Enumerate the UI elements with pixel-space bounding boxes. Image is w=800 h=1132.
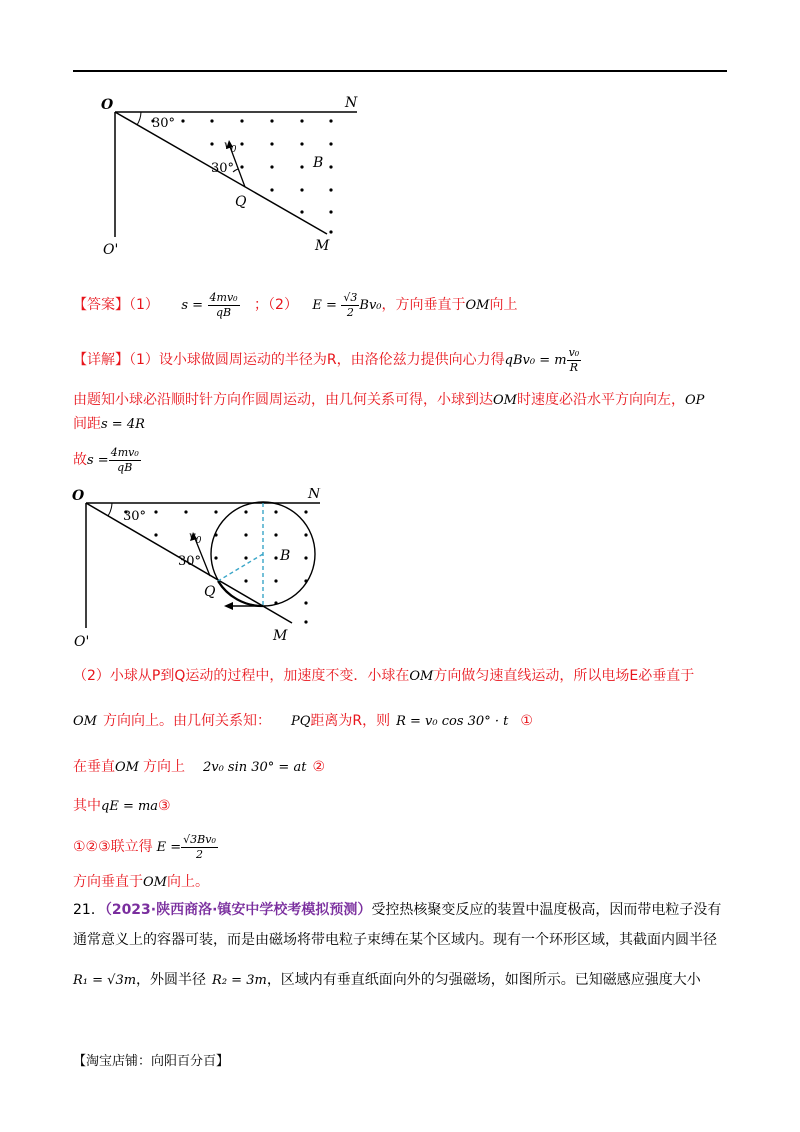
figure-1-diagram — [95, 92, 375, 262]
figure-2-diagram — [68, 488, 338, 653]
label-N: N — [345, 95, 358, 111]
header-rule — [73, 70, 727, 72]
label-Q: Q — [235, 194, 247, 210]
angle-30-mid-2: 30° — [178, 554, 202, 569]
label-N-2: N — [308, 488, 321, 502]
detail-label: 【详解】 — [73, 352, 129, 368]
answer-label: 【答案】 — [73, 297, 129, 313]
label-B-2: B — [280, 548, 291, 564]
q21-line-2: 通常意义上的容器可装，而是由磁场将带电粒子束缚在某个区域内。现有一个环形区域，其截面内圆半径 — [73, 932, 717, 948]
part2-line-3: 在垂直OM 方向上 2v₀ sin 30° = at ② — [73, 759, 325, 775]
answer-line: 【答案】（1） s = $\frac{\text{4mv₀}}{qB}$ ；（2） E = $\frac{√3}{2}$ Bv₀，方向垂直于OM向上 — [73, 290, 518, 319]
angle-30-top: 30° — [152, 116, 176, 131]
label-Q-2: Q — [204, 584, 216, 600]
label-v0: $v_0$ — [224, 138, 237, 155]
q21-number: 21． — [73, 902, 105, 918]
q21-line-3: R₁ = √3m，外圆半径 R₂ = 3m，区域内有垂直纸面向外的匀强磁场，如图所示。已知磁感应强度大小 — [73, 972, 701, 988]
label-v0-2: $v_0$ — [189, 529, 202, 546]
detail-line-3: 间距s = 4R — [73, 416, 145, 432]
detail-line-4: 故s = $\frac{\text{4mv₀}}{qB}$ — [73, 445, 139, 474]
detail-line-1: 【详解】（1）设小球做圆周运动的半径为R，由洛伦兹力提供向心力得qBv₀ = m $\frac{\text{v₀}}{R}$ — [73, 345, 580, 374]
label-O-2: O — [72, 488, 85, 504]
label-O: O — [101, 97, 114, 113]
label-O-prime-2: O' — [74, 634, 90, 650]
detail-line-2: 由题知小球必沿顺时针方向作圆周运动，由几何关系可得，小球到达OM时速度必沿水平方向向左，OP — [73, 392, 705, 408]
part2-line-5: ①②③联立得 E = $\frac{\text{√3Bv₀}}{2}$ — [73, 832, 216, 861]
label-M-2: M — [273, 628, 288, 644]
q21-source: （2023·陕西商洛·镇安中学校考模拟预测） — [104, 902, 372, 918]
label-M: M — [315, 238, 330, 254]
angle-30-top-2: 30° — [123, 509, 147, 524]
label-O-prime: O' — [103, 242, 119, 258]
part2-line-1: （2）小球从P到Q运动的过程中，加速度不变．小球在OM方向做匀速直线运动，所以电场E必垂直于 — [73, 668, 695, 684]
part2-line-6: 方向垂直于OM向上。 — [73, 874, 209, 890]
label-B: B — [313, 155, 324, 171]
footer-shop: 【淘宝店铺：向阳百分百】 — [73, 1054, 230, 1069]
part2-line-2: OM 方向向上。由几何关系知： PQ距离为R，则 R = v₀ cos 30° · t ① — [73, 713, 533, 729]
q21-line-1: 21．（2023·陕西商洛·镇安中学校考模拟预测）受控热核聚变反应的装置中温度极高，因而带电粒子没有 — [73, 902, 722, 918]
angle-30-mid: 30° — [211, 161, 235, 176]
part2-line-4: 其中qE = ma③ — [73, 798, 171, 814]
